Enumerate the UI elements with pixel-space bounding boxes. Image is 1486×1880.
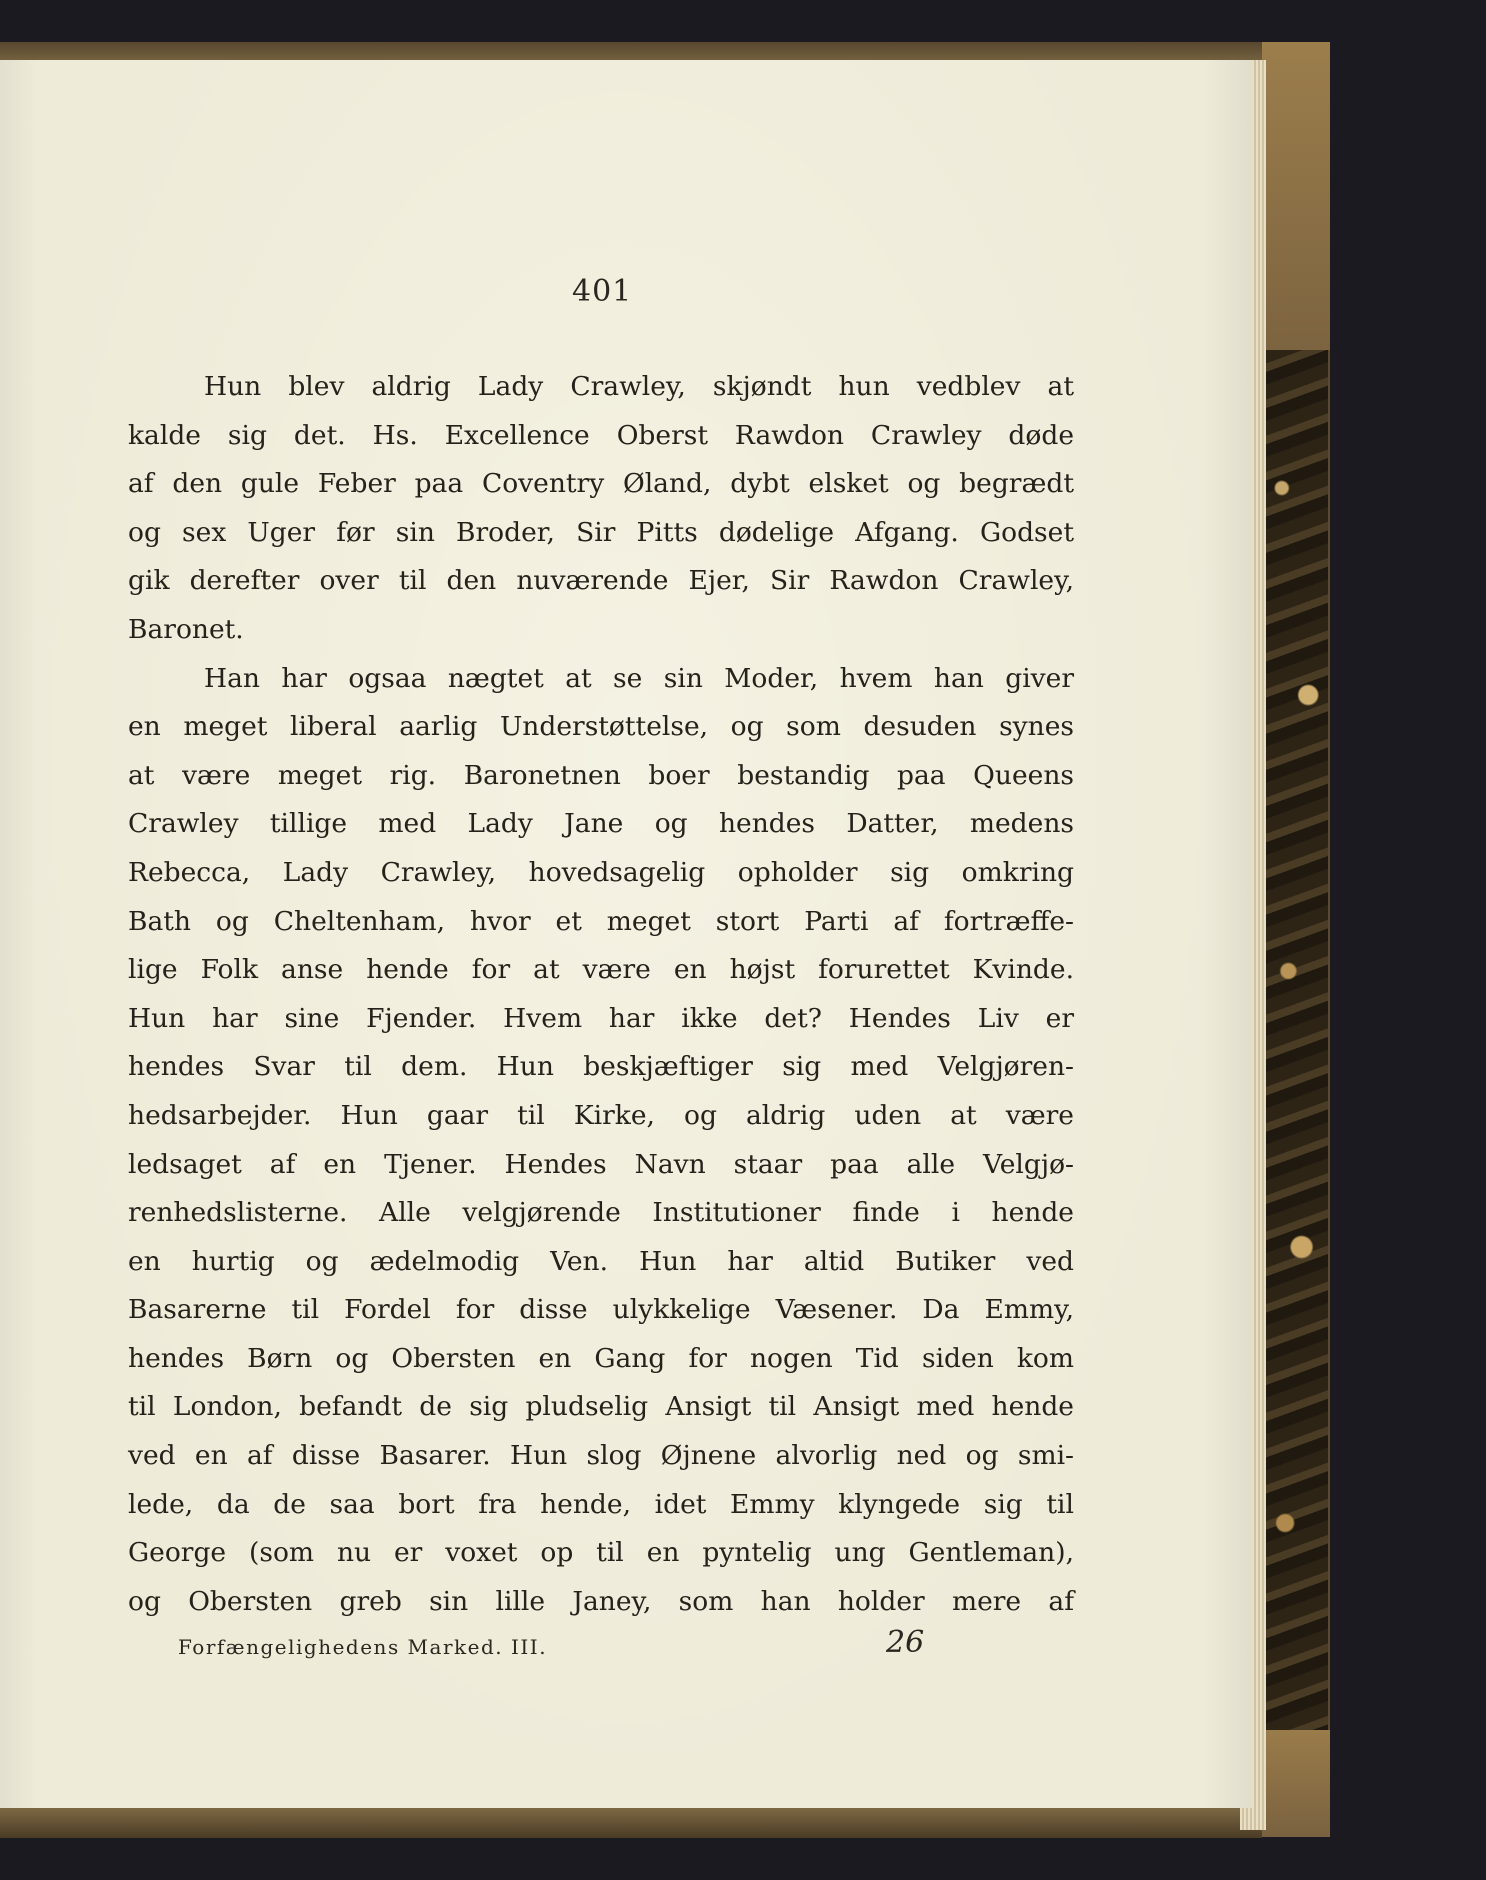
text-line: at være meget rig. Baronetnen boer bestandig paa Queens bbox=[128, 759, 1074, 791]
text-line: af den gule Feber paa Coventry Øland, dybt elsket og begrædt bbox=[128, 468, 1074, 500]
text-line: lige Folk anse hende for at være en højst forurettet Kvinde. bbox=[128, 954, 1074, 986]
text-line: Baronet. bbox=[128, 613, 244, 645]
cover-corner-top bbox=[1262, 42, 1330, 350]
book-title-footer: Forfængelighedens Marked. III. bbox=[178, 1635, 548, 1659]
text-line: til London, befandt de sig pludselig Ansigt til Ansigt med hende bbox=[128, 1391, 1074, 1423]
marbled-cover-board bbox=[1262, 350, 1328, 1730]
text-line: og Obersten greb sin lille Janey, som han holder mere af bbox=[128, 1585, 1074, 1617]
text-line: kalde sig det. Hs. Excellence Oberst Rawdon Crawley døde bbox=[128, 419, 1074, 451]
signature-mark: 26 bbox=[886, 1625, 925, 1660]
page-body-text bbox=[128, 363, 1074, 1626]
page-number: 401 bbox=[572, 274, 633, 309]
cover-corner-bottom bbox=[1262, 1730, 1330, 1837]
text-line: George (som nu er voxet op til en pyntelig ung Gentleman), bbox=[128, 1537, 1074, 1569]
text-line: Basarerne til Fordel for disse ulykkelige Væsener. Da Emmy, bbox=[128, 1294, 1074, 1326]
text-line: lede, da de saa bort fra hende, idet Emmy klyngede sig til bbox=[128, 1488, 1074, 1520]
text-line: Hun blev aldrig Lady Crawley, skjøndt hun vedblev at bbox=[204, 371, 1074, 402]
text-line: gik derefter over til den nuværende Ejer, Sir Rawdon Crawley, bbox=[128, 565, 1074, 597]
text-line: Bath og Cheltenham, hvor et meget stort Parti af fortræffe- bbox=[128, 905, 1074, 937]
text-line: ved en af disse Basarer. Hun slog Øjnene alvorlig ned og smi- bbox=[128, 1440, 1074, 1472]
book-page bbox=[0, 60, 1252, 1808]
text-line: Crawley tillige med Lady Jane og hendes Datter, medens bbox=[128, 808, 1074, 840]
text-line: hendes Børn og Obersten en Gang for nogen Tid siden kom bbox=[128, 1342, 1074, 1374]
text-line: Han har ogsaa nægtet at se sin Moder, hvem han giver bbox=[204, 662, 1074, 694]
text-line: hendes Svar til dem. Hun beskjæftiger sig med Velgjøren- bbox=[128, 1051, 1074, 1083]
text-line: en hurtig og ædelmodig Ven. Hun har altid Butiker ved bbox=[128, 1245, 1074, 1277]
text-line: ledsaget af en Tjener. Hendes Navn staar paa alle Velgjø- bbox=[128, 1148, 1074, 1180]
text-line: hedsarbejder. Hun gaar til Kirke, og aldrig uden at være bbox=[128, 1099, 1074, 1131]
text-line: Hun har sine Fjender. Hvem har ikke det? Hendes Liv er bbox=[128, 1002, 1074, 1034]
text-line: en meget liberal aarlig Understøttelse, og som desuden synes bbox=[128, 711, 1074, 743]
text-line: renhedslisterne. Alle velgjørende Institutioner finde i hende bbox=[128, 1197, 1074, 1229]
text-line: og sex Uger før sin Broder, Sir Pitts dødelige Afgang. Godset bbox=[128, 516, 1074, 548]
text-line: Rebecca, Lady Crawley, hovedsagelig opholder sig omkring bbox=[128, 856, 1074, 888]
bottom-binding-edge bbox=[0, 1808, 1262, 1838]
